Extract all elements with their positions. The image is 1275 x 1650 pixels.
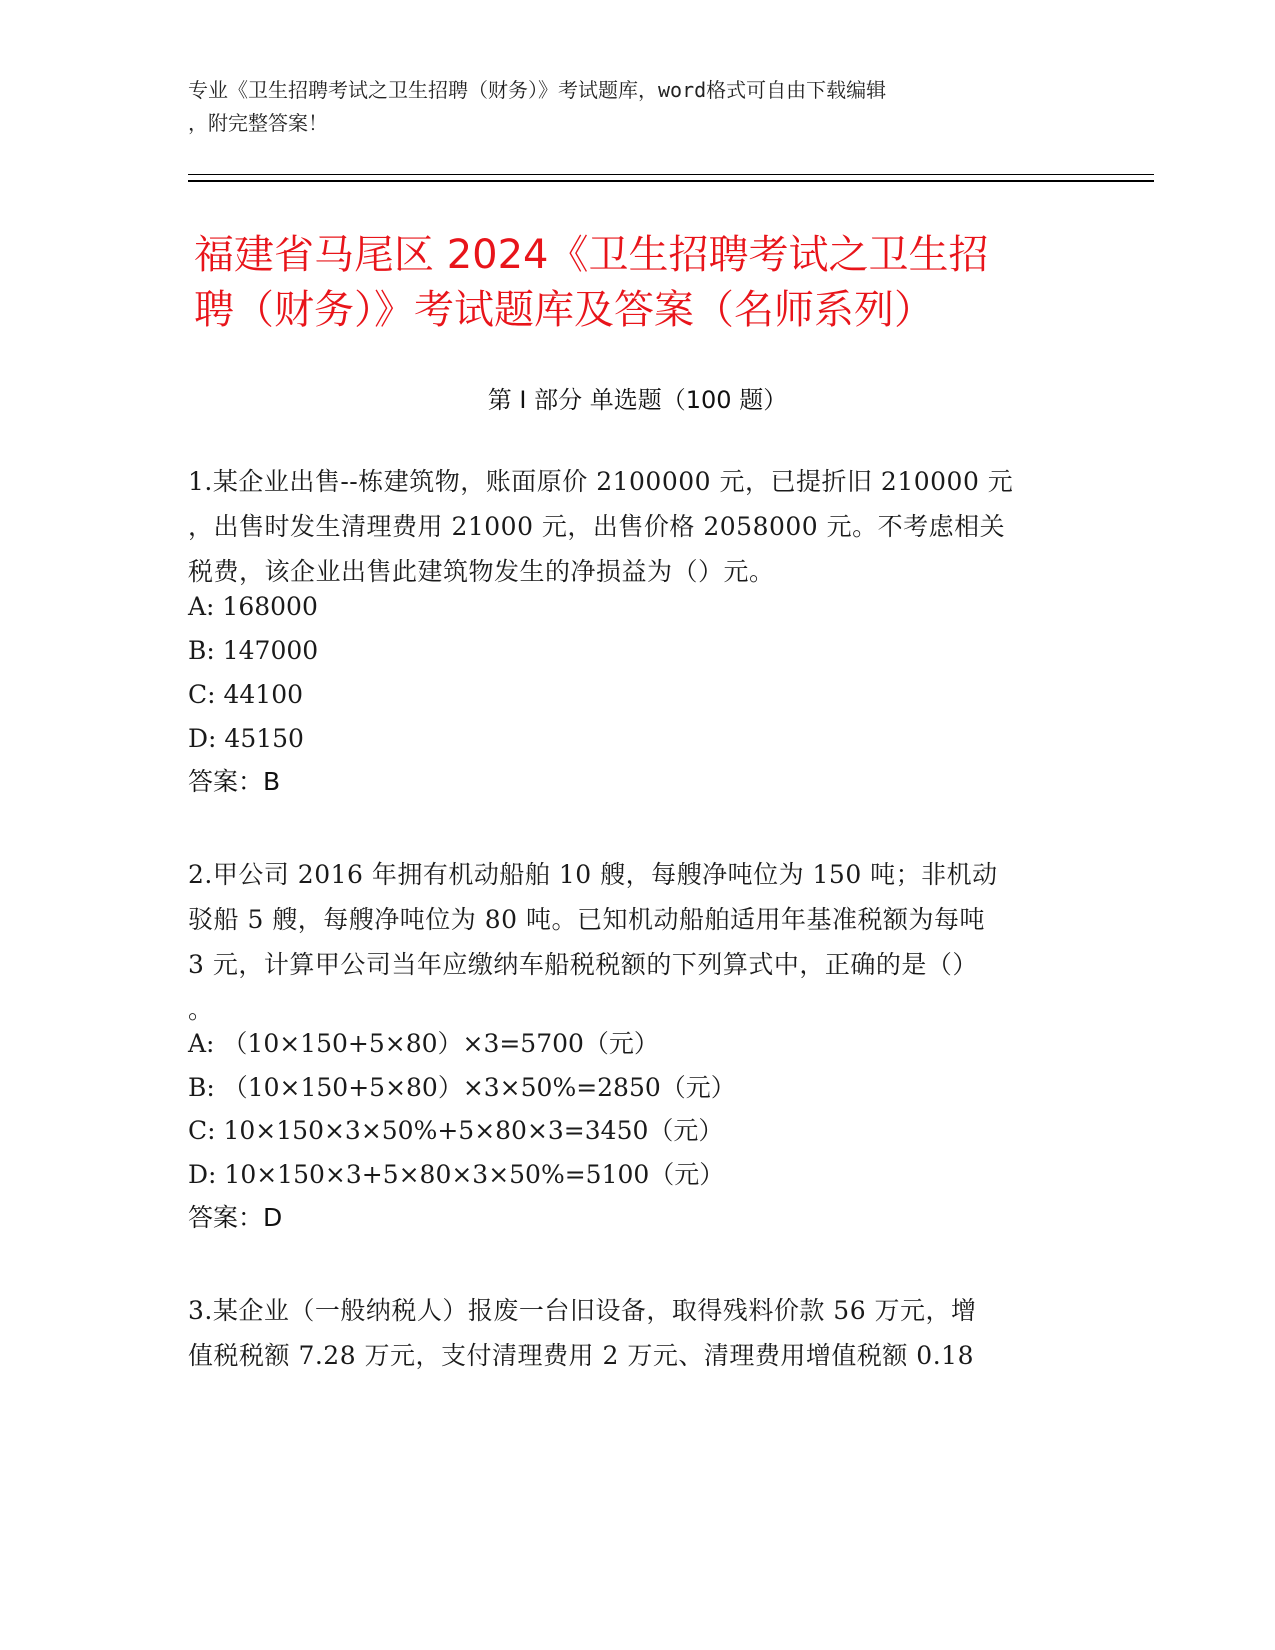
question-2-text xyxy=(188,852,1088,1032)
document-title-line-1: 福建省马尾区 2024《卫生招聘考试之卫生招 xyxy=(194,232,989,278)
question-1-line: 税费，该企业出售此建筑物发生的净损益为（）元。 xyxy=(188,557,775,586)
question-2-line: 3 元，计算甲公司当年应缴纳车船税税额的下列算式中，正确的是（） xyxy=(188,950,978,979)
question-2-line: 驳船 5 艘，每艘净吨位为 80 吨。已知机动船舶适用年基准税额为每吨 xyxy=(188,905,986,934)
question-2-option-a: A: （10×150+5×80）×3=5700（元） xyxy=(188,1029,659,1058)
question-1-option-b: B: 147000 xyxy=(188,636,319,665)
question-3-line: 3.某企业（一般纳税人）报废一台旧设备，取得残料价款 56 万元，增 xyxy=(188,1296,977,1325)
header-divider-thin xyxy=(188,174,1154,175)
question-2-option-b: B: （10×150+5×80）×3×50%=2850（元） xyxy=(188,1073,736,1102)
question-1-line: 1.某企业出售--栋建筑物，账面原价 2100000 元，已提折旧 210000 元 xyxy=(188,467,1014,496)
question-2-line: 2.甲公司 2016 年拥有机动船舶 10 艘，每艘净吨位为 150 吨；非机动 xyxy=(188,860,998,889)
question-1-line: ，出售时发生清理费用 21000 元，出售价格 2058000 元。不考虑相关 xyxy=(188,512,1006,541)
header-divider-thick xyxy=(188,180,1154,182)
header-note-line-2: ，附完整答案！ xyxy=(188,111,328,135)
question-2-answer: 答案：D xyxy=(188,1203,283,1232)
question-2-option-d: D: 10×150×3+5×80×3×50%=5100（元） xyxy=(188,1160,725,1189)
header-note-line-1: 专业《卫生招聘考试之卫生招聘（财务）》考试题库，word格式可自由下载编辑 xyxy=(188,78,887,102)
document-title xyxy=(194,228,1094,338)
question-1-option-c: C: 44100 xyxy=(188,680,304,709)
header-note xyxy=(188,74,1068,140)
question-1-text xyxy=(188,459,1088,594)
question-2-line: 。 xyxy=(188,995,214,1024)
question-1-option-d: D: 45150 xyxy=(188,724,304,753)
question-3-line: 值税税额 7.28 万元，支付清理费用 2 万元、清理费用增值税额 0.18 xyxy=(188,1341,974,1370)
question-1-answer: 答案：B xyxy=(188,767,281,796)
question-2-option-c: C: 10×150×3×50%+5×80×3=3450（元） xyxy=(188,1116,724,1145)
question-1-option-a: A: 168000 xyxy=(188,592,318,621)
document-title-line-2: 聘（财务）》考试题库及答案（名师系列） xyxy=(194,287,934,333)
question-3-text xyxy=(188,1288,1088,1378)
section-heading: 第 I 部分 单选题（100 题） xyxy=(487,386,788,414)
